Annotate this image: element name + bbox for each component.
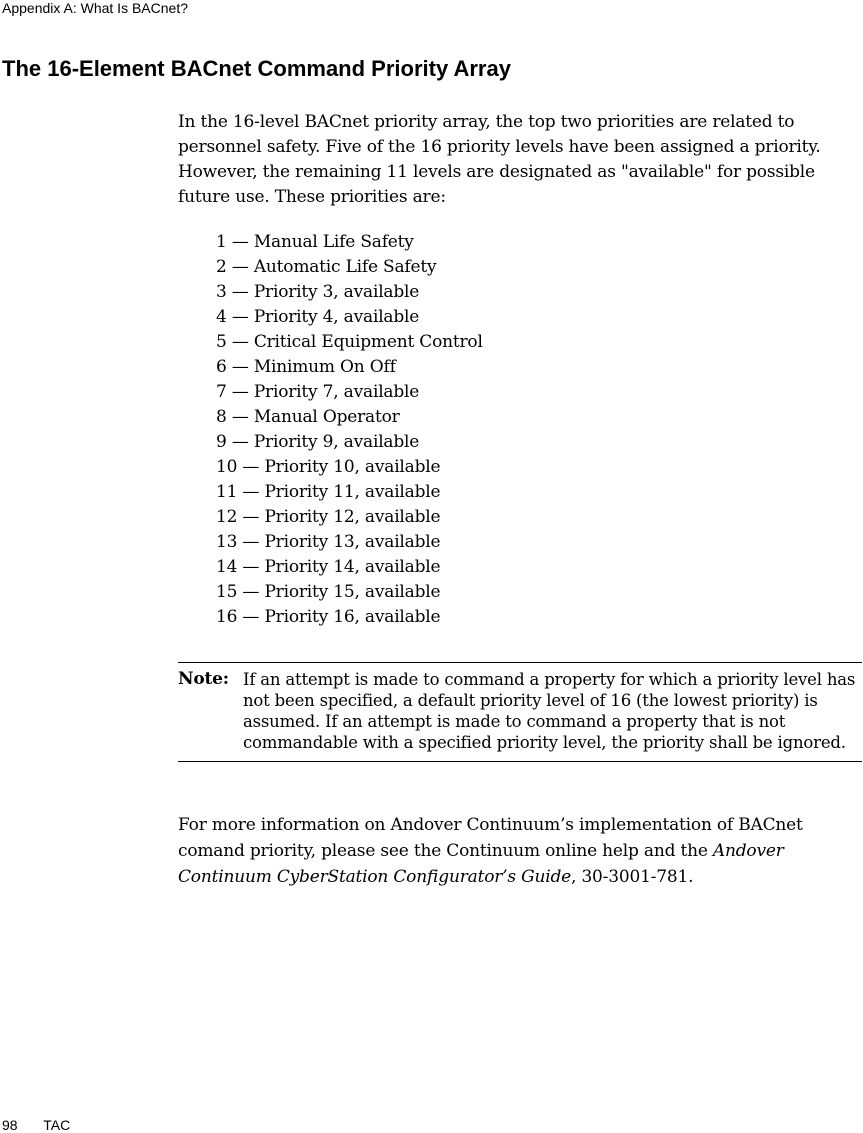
note-box <box>178 662 862 762</box>
page-footer <box>2 1117 70 1133</box>
guide-title: Andover Continuum CyberStation Configurator’s Guide <box>178 841 784 887</box>
section-title: The 16-Element BACnet Command Priority Array <box>2 56 511 81</box>
page-number: 98 <box>2 1117 18 1133</box>
priority-item: 7 — Priority 7, available <box>216 382 420 402</box>
running-header: Appendix A: What Is BACnet? <box>2 0 188 16</box>
priority-item: 13 — Priority 13, available <box>216 532 441 552</box>
priority-item: 1 — Manual Life Safety <box>216 232 414 252</box>
priority-item: 3 — Priority 3, available <box>216 282 420 302</box>
intro-paragraph: In the 16-level BACnet priority array, the top two priorities are related to personnel safety. Five of the 16 priority levels have been assigned a priority. However, the remaining 11 levels are designated as "available" for possible future use. These priorities are: <box>178 112 821 207</box>
priority-item: 6 — Minimum On Off <box>216 357 396 377</box>
priority-item: 14 — Priority 14, available <box>216 557 441 577</box>
closing-text-before: For more information on Andover Continuum’s implementation of BACnet comand priority, please see the Continuum online help and the <box>178 815 803 861</box>
priority-item: 11 — Priority 11, available <box>216 482 441 502</box>
priority-item: 4 — Priority 4, available <box>216 307 420 327</box>
note-label: Note: <box>178 669 229 689</box>
priority-list <box>216 230 483 630</box>
priority-item: 9 — Priority 9, available <box>216 432 420 452</box>
footer-company: TAC <box>43 1117 71 1133</box>
priority-item: 12 — Priority 12, available <box>216 507 441 527</box>
closing-text-after: , 30-3001-781. <box>571 867 694 887</box>
note-text: If an attempt is made to command a property for which a priority level has not been specified, a default priority level of 16 (the lowest priority) is assumed. If an attempt is made to command a property that is not commandable with a specified priority level, the priority shall be ignored. <box>243 670 856 752</box>
priority-item: 5 — Critical Equipment Control <box>216 332 483 352</box>
priority-item: 2 — Automatic Life Safety <box>216 257 437 277</box>
priority-item: 8 — Manual Operator <box>216 407 400 427</box>
priority-item: 16 — Priority 16, available <box>216 607 441 627</box>
closing-paragraph <box>178 812 863 890</box>
priority-item: 15 — Priority 15, available <box>216 582 441 602</box>
priority-item: 10 — Priority 10, available <box>216 457 441 477</box>
